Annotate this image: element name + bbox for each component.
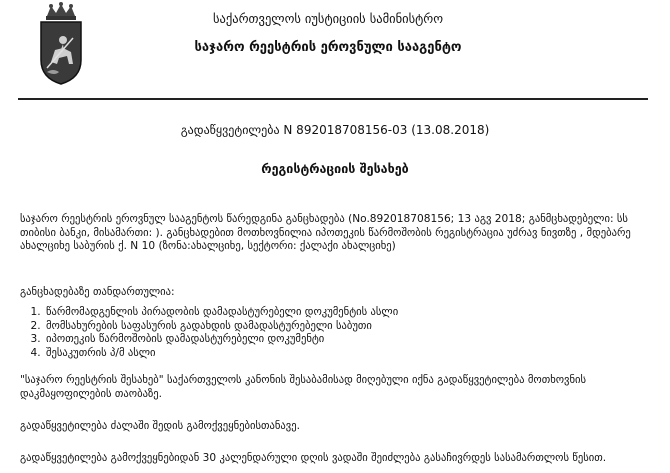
list-item: 3. იპოთეკის წარმოშობის დამადასტურებელი დოკუმენტი <box>44 333 398 347</box>
list-item: 4. შესაკუთრის პ/მ ასლი <box>44 347 398 361</box>
attachments-heading: განცხადებაზე თანდართულია: <box>20 286 175 298</box>
legal-basis-paragraph: "საჯარო რეესტრის შესახებ" საქართველოს კანონის შესაბამისად მიღებული იქნა გადაწყვეტილება მოთხოვნის დაკმაყოფილების თაობაზე. <box>20 374 587 400</box>
agency-name: საჯარო რეესტრის ეროვნული სააგენტო <box>194 40 462 55</box>
list-item: 1. წარმომადგენლის პირადობის დამადასტურებელი დოკუმენტის ასლი <box>44 306 398 320</box>
ministry-name: საქართველოს იუსტიციის სამინისტრო <box>212 11 444 26</box>
header-divider <box>18 98 648 100</box>
list-item: 2. მომსახურების საფასურის გადახდის დამადასტურებელი საბუთი <box>44 320 398 334</box>
attachments-list <box>30 306 398 360</box>
effective-paragraph: გადაწყვეტილება ძალაში შედის გამოქვეყნებისთანავე. <box>20 420 300 432</box>
intro-paragraph: საჯარო რეესტრის ეროვნულ სააგენტოს წარედგინა განცხადება (No.892018708156; 13 აგვ 2018; განმცხადებელი: სს თიბისი ბანკი, მისამართი: ). განცხადებით მოთხოვნილია იპოთეკის წარმოშობის რეგისტრაცია უძრავ ნივთზე , მდებარე ახალციხე საბურის ქ. N 10 (ზონა:ახალციხე, სექტორი: ქალაქი ახალციხე) <box>20 213 631 252</box>
appeal-paragraph: გადაწყვეტილება გამოქვეყნებიდან 30 კალენდარული დღის ვადაში შეიძლება გასაჩივრდეს სასამართლოს წესით. <box>20 452 607 464</box>
document-subject: რეგისტრაციის შესახებ <box>261 161 409 176</box>
decision-number: გადაწყვეტილება N 892018708156-03 (13.08.2018) <box>180 123 490 137</box>
coat-of-arms-icon <box>33 2 89 86</box>
